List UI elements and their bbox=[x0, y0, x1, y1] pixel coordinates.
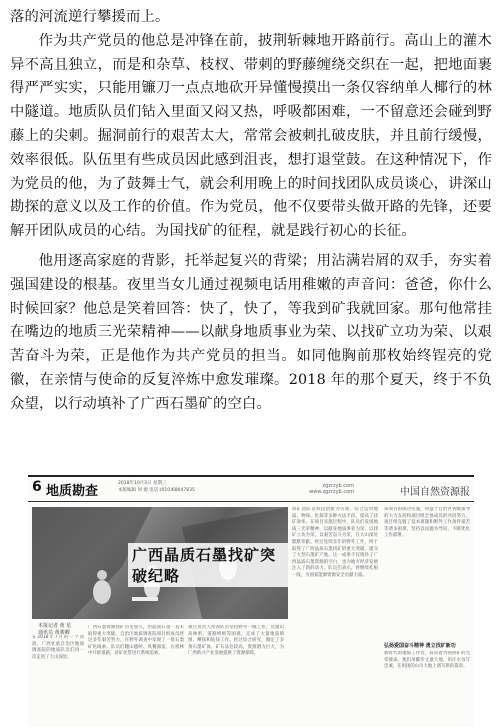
clipping-column-6: 新时代的地质工作者，肩负着为国找矿的光荣使命。他们用脚步丈量大地，用汗水书写忠诚，在祖国的山川大地上谱写新的篇章。 bbox=[384, 651, 470, 670]
clipping-section-title: 地质勘查 bbox=[46, 484, 99, 499]
clipping-column-1: 在2018年7月的一个清晨，广西壮族自治区地质调查院的地质队员们再一次走进了大山深处。 bbox=[32, 635, 84, 660]
clipping-website: zgzrzyb.com www.zgzrzyb.com bbox=[309, 483, 354, 495]
clipping-headline: 广西晶质石墨找矿突破纪略 bbox=[128, 543, 288, 587]
clipping-column-4: 找矿团队以科技创新为引领，综合运用地质、物探、化探等多种方法手段，提高了找矿效率。在项目实施过程中，队员们发扬地质三光荣精神，以献身地质事业为荣，以找矿立功为荣，以艰苦奋斗为荣，在大山深处默默奉献。经过连续多年的野外工作，终于取得了广西晶质石墨找矿的重大突破，提交了大型石墨矿产地。这一成果不仅填补了广西晶质石墨资源的空白，也为地方经济发展注入了新的动力。队员们表示，将继续扎根一线，为国家能源资源安全贡献力量。 bbox=[292, 507, 378, 578]
field-photo bbox=[32, 507, 288, 619]
essay-paragraph-3: 他用逐高家庭的背影，托举起复兴的背梁；用沾满岩屑的双手，夯实着强国建设的根基。夜里当女儿通过视频电话用稚嫩的声音问：爸爸，你什么时候回家？他总是笑着回答：快了，快了，等我到矿我就回家。那句他常挂在嘴边的地质三光荣精神——以献身地质事业为荣、以找矿立功为荣、以艰苦奋斗为荣，正是他作为共产党员的担当。如同他胸前那枚始终锃亮的党徽，在亲情与使命的反复淬炼中愈发璀璨。2018 年的那个夏天，终于不负众望，以行动填补了广西石墨矿的空白。 bbox=[10, 252, 492, 412]
clipping-page-number: 6 bbox=[32, 479, 42, 495]
clipping-column-2: 广西石墨资源找矿历史悠久，但晶质石墨一直未取得重大突破。自治区地质调查院项目组成员经过多年艰苦努力，在野外调查中发现了一批石墨矿化线索。队员们翻山越岭、风餐露宿，在密林中开辟道路，对矿化带进行系统追索。 bbox=[88, 625, 184, 657]
clipping-subhead: 弘扬爱国奋斗精神 勇立找矿新功 bbox=[384, 643, 456, 649]
clipping-header bbox=[28, 477, 474, 502]
clipping-column-5: 该项目的成功实施，得益于自治区各级领导的大力支持和项目组全体成员的共同努力。项目组克服了技术难题和野外工作条件艰苦等诸多困难，坚持以问题为导向，不断优化工作部署。 bbox=[384, 507, 470, 539]
newspaper-clipping bbox=[28, 475, 474, 727]
clipping-column-3: 项目负责人带领队员坚持野外一线工作，克服山高林密、道路崎岖等困难，完成了大量地质填图、槽探和钻探工作。经过综合研究，圈定了多条石墨矿体，矿石品位较高，资源潜力巨大，为广西新兴产业发展提供了资源保障。 bbox=[188, 625, 284, 657]
essay-paragraph-1: 落的河流逆行攀援而上。 bbox=[10, 9, 170, 25]
essay-paragraph-2: 作为共产党员的他总是冲锋在前，披荆斩棘地开路前行。高山上的灌木异不高且独立，而是和杂草、枝杈、带刺的野藤缠绕交织在一起，把地面裹得严严实实，只能用镰刀一点点地砍开异懂慢摸出一条仅容纳单人椰行的林中隧道。地质队员们钻入里面又闷又热，呼吸都困难，一不留意还会碰到野藤上的尖刺。掘洞前行的艰苦太大，常常会被刺扎破皮肤，并且前行缓慢，效率很低。队伍里有些成员因此感到沮丧，想打退堂鼓。在这种情况下，作为党员的他，为了鼓舞士气，就会利用晚上的时间找团队成员谈心，讲深山勘探的意义以及工作的价值。作为党员，他不仅要带头做开路的先锋，还要解开团队成员的心结。为国找矿的征程，就是践行初心的长征。 bbox=[10, 32, 492, 240]
clipping-date-meta: 2018年10月3日 星期三 本版编辑 刘 源 电话:(010)68047835 bbox=[118, 481, 195, 493]
clipping-byline: 本报记者 黄 星 通讯员 黄骏卿 bbox=[38, 623, 72, 636]
essay-text bbox=[10, 6, 492, 417]
clipping-newspaper-name: 中国自然资源报 bbox=[400, 487, 470, 498]
